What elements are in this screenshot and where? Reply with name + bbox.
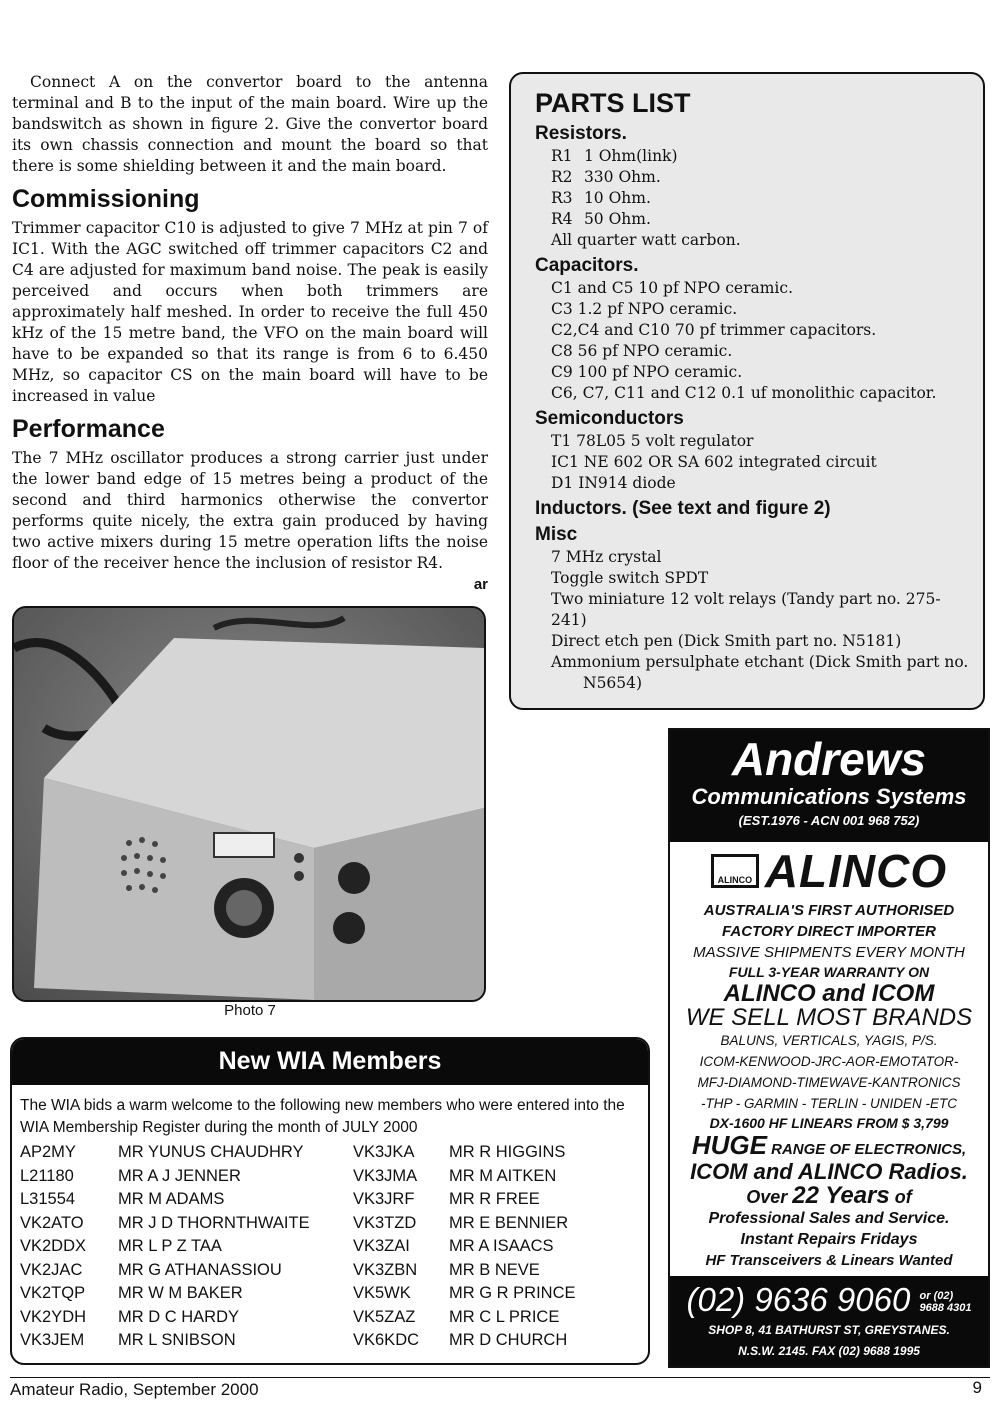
ad-huge-word: HUGE bbox=[691, 1130, 767, 1160]
misc-heading: Misc bbox=[535, 524, 578, 545]
table-row bbox=[20, 1259, 639, 1283]
part-desc: 50 Ohm. bbox=[583, 210, 651, 228]
parts-row: C9 100 pf NPO ceramic. bbox=[551, 363, 743, 381]
parts-list-box bbox=[509, 72, 985, 710]
ad-established: (EST.1976 - ACN 001 968 752) bbox=[738, 813, 920, 828]
ad-line: DX-1600 HF LINEARS FROM $ 3,799 bbox=[709, 1115, 949, 1131]
parts-row: Toggle switch SPDT bbox=[551, 569, 709, 587]
parts-row bbox=[535, 167, 971, 188]
semiconductors-heading: Semiconductors bbox=[535, 408, 684, 429]
resistors-note: All quarter watt carbon. bbox=[551, 231, 741, 249]
ad-line: ALINCO and ICOM bbox=[723, 980, 935, 1007]
ad-line: FULL 3-YEAR WARRANTY ON bbox=[728, 964, 930, 980]
page-number: 9 bbox=[972, 1378, 982, 1397]
wia-title: New WIA Members bbox=[12, 1039, 648, 1085]
ad-line: MFJ-DIAMOND-TIMEWAVE-KANTRONICS bbox=[697, 1075, 961, 1090]
inductors-heading: Inductors. (See text and figure 2) bbox=[535, 498, 831, 519]
member-name-cell: MR L SNIBSON bbox=[118, 1331, 236, 1350]
callsign-cell: VK2YDH bbox=[20, 1307, 87, 1326]
member-name-cell: MR D C HARDY bbox=[118, 1307, 240, 1326]
alinco-logo-word: ALINCO bbox=[764, 845, 948, 897]
ad-phone-alt-label: or (02) bbox=[919, 1290, 954, 1303]
ad-address-line: N.S.W. 2145. FAX (02) 9688 1995 bbox=[738, 1344, 920, 1358]
callsign-cell: VK2TQP bbox=[20, 1284, 86, 1303]
footer-rule bbox=[10, 1377, 990, 1378]
member-name-cell: MR W M BAKER bbox=[118, 1284, 243, 1303]
ad-line: ICOM-KENWOOD-JRC-AOR-EMOTATOR- bbox=[699, 1054, 959, 1069]
ad-address bbox=[670, 1320, 988, 1362]
table-row bbox=[20, 1235, 639, 1259]
parts-row: C6, C7, C11 and C12 0.1 uf monolithic capacitor. bbox=[551, 384, 937, 402]
part-code: R1 bbox=[551, 147, 573, 165]
parts-row: Two miniature 12 volt relays (Tandy part no. 275-241) bbox=[551, 590, 941, 629]
ad-line-part: 22 Years bbox=[792, 1182, 890, 1209]
member-name-cell: MR E BENNIER bbox=[449, 1213, 569, 1232]
ad-body bbox=[670, 842, 988, 1271]
parts-row: C3 1.2 pf NPO ceramic. bbox=[551, 300, 738, 318]
member-name-cell: MR J D THORNTHWAITE bbox=[118, 1213, 310, 1232]
part-desc: 10 Ohm. bbox=[583, 189, 651, 207]
callsign-cell: VK6KDC bbox=[353, 1331, 420, 1350]
member-name-cell: MR D CHURCH bbox=[449, 1331, 568, 1350]
ad-line: -THP - GARMIN - TERLIN - UNIDEN -ETC bbox=[701, 1096, 957, 1111]
callsign-cell: VK3TZD bbox=[353, 1213, 417, 1232]
parts-row: D1 IN914 diode bbox=[551, 474, 676, 492]
callsign-cell: VK5WK bbox=[353, 1284, 411, 1303]
member-name-cell: MR L P Z TAA bbox=[118, 1237, 222, 1256]
part-desc: 330 Ohm. bbox=[583, 168, 661, 186]
member-name-cell: MR C L PRICE bbox=[449, 1307, 560, 1326]
parts-row bbox=[535, 146, 971, 167]
performance-heading: Performance bbox=[12, 415, 165, 443]
member-name-cell: MR M ADAMS bbox=[118, 1190, 225, 1209]
member-name-cell: MR M AITKEN bbox=[449, 1166, 557, 1185]
wia-members-table bbox=[20, 1141, 639, 1353]
parts-row: N5654) bbox=[583, 674, 643, 692]
parts-list-title: PARTS LIST bbox=[535, 88, 691, 118]
ad-company-name: Andrews bbox=[731, 733, 927, 785]
ad-line: HF Transceivers & Linears Wanted bbox=[705, 1252, 953, 1269]
callsign-cell: L31554 bbox=[20, 1190, 76, 1209]
performance-paragraph: The 7 MHz oscillator produces a strong carrier just under the lower band edge of 15 metres being a product of the second and third harmonics otherwise the convertor performs quite nicely, the extra gain produced by having two active mixers during 15 metre operation lifts the noise floor of the receiver hence the inclusion of resistor R4. bbox=[12, 449, 488, 572]
ad-contact bbox=[670, 1276, 988, 1366]
member-name-cell: MR R HIGGINS bbox=[449, 1143, 566, 1162]
footer-publication: Amateur Radio, September 2000 bbox=[10, 1380, 259, 1399]
ad-address-line: SHOP 8, 41 BATHURST ST, GREYSTANES. bbox=[708, 1323, 950, 1337]
alinco-logo-icon: ALINCO bbox=[711, 854, 759, 888]
ad-line-part: Over bbox=[746, 1187, 793, 1207]
part-code: R4 bbox=[551, 210, 573, 228]
parts-row: 7 MHz crystal bbox=[551, 548, 662, 566]
member-name-cell: MR YUNUS CHAUDHRY bbox=[118, 1143, 304, 1162]
ad-line-part: of bbox=[889, 1187, 912, 1207]
ad-line: ICOM and ALINCO Radios. bbox=[690, 1159, 968, 1184]
commissioning-heading: Commissioning bbox=[12, 185, 200, 213]
parts-row: Ammonium persulphate etchant (Dick Smith part no. bbox=[551, 653, 969, 671]
parts-row: T1 78L05 5 volt regulator bbox=[551, 432, 754, 450]
ad-line: Instant Repairs Fridays bbox=[740, 1231, 918, 1248]
wia-members-body bbox=[20, 1141, 639, 1353]
ad-phone-alt-number: 9688 4301 bbox=[919, 1302, 972, 1315]
table-row bbox=[20, 1212, 639, 1236]
photo-7 bbox=[12, 606, 486, 1002]
callsign-cell: L21180 bbox=[20, 1166, 74, 1185]
new-wia-members-box bbox=[10, 1037, 650, 1365]
ad-line bbox=[676, 1130, 982, 1160]
table-row bbox=[20, 1282, 639, 1306]
part-code: R2 bbox=[551, 168, 573, 186]
andrews-advertisement bbox=[668, 728, 990, 1368]
part-code: R3 bbox=[551, 189, 573, 207]
ad-line: WE SELL MOST BRANDS bbox=[685, 1004, 973, 1031]
callsign-cell: VK2DDX bbox=[20, 1237, 87, 1256]
photo-caption: Photo 7 bbox=[224, 1002, 276, 1019]
table-row bbox=[20, 1306, 639, 1330]
ad-line-rest: RANGE OF ELECTRONICS, bbox=[766, 1141, 967, 1158]
ad-phone bbox=[670, 1276, 988, 1320]
ad-line: FACTORY DIRECT IMPORTER bbox=[722, 923, 936, 940]
table-row bbox=[20, 1165, 639, 1189]
alinco-logo bbox=[676, 845, 982, 897]
ad-header bbox=[670, 730, 988, 842]
member-name-cell: MR R FREE bbox=[449, 1190, 540, 1209]
callsign-cell: AP2MY bbox=[20, 1143, 76, 1162]
callsign-cell: VK3JMA bbox=[353, 1166, 418, 1185]
ad-line: MASSIVE SHIPMENTS EVERY MONTH bbox=[693, 944, 965, 961]
table-row bbox=[20, 1141, 639, 1165]
ad-line bbox=[676, 1184, 982, 1208]
parts-row: Direct etch pen (Dick Smith part no. N5181) bbox=[551, 632, 902, 650]
parts-row: IC1 NE 602 OR SA 602 integrated circuit bbox=[551, 453, 877, 471]
member-name-cell: MR B NEVE bbox=[449, 1260, 540, 1279]
callsign-cell: VK3JRF bbox=[353, 1190, 415, 1209]
intro-paragraph: Connect A on the convertor board to the antenna terminal and B to the input of the main board. Wire up the bandswitch as shown in figure 2. Give the convertor board its own chassis connection and mount the board so that there is some shielding between it and the main board. bbox=[12, 73, 488, 175]
ad-line: AUSTRALIA'S FIRST AUTHORISED bbox=[703, 902, 955, 919]
resistors-heading: Resistors. bbox=[535, 123, 627, 144]
commissioning-paragraph: Trimmer capacitor C10 is adjusted to give 7 MHz at pin 7 of IC1. With the AGC switched off trimmer capacitors C2 and C4 are adjusted for maximum band noise. The peak is easily perceived and occurs when both trimmers are approximately half meshed. In order to receive the full 450 kHz of the 15 metre band, the VFO on the main board will have to be expanded so that its range is from 6 to 6.450 MHz, so capacitor CS on the main board will have to be increased in value bbox=[12, 219, 488, 405]
callsign-cell: VK3JEM bbox=[20, 1331, 85, 1350]
table-row bbox=[20, 1188, 639, 1212]
parts-row bbox=[535, 209, 971, 230]
ad-line: BALUNS, VERTICALS, YAGIS, P/S. bbox=[720, 1033, 938, 1048]
callsign-cell: VK3ZBN bbox=[353, 1260, 418, 1279]
callsign-cell: VK3ZAI bbox=[353, 1237, 410, 1256]
article-column bbox=[12, 72, 488, 593]
part-desc: 1 Ohm(link) bbox=[583, 147, 678, 165]
capacitors-heading: Capacitors. bbox=[535, 255, 639, 276]
table-row bbox=[20, 1329, 639, 1353]
callsign-cell: VK2JAC bbox=[20, 1260, 83, 1279]
parts-row: C1 and C5 10 pf NPO ceramic. bbox=[551, 279, 793, 297]
parts-row bbox=[535, 188, 971, 209]
callsign-cell: VK5ZAZ bbox=[353, 1307, 416, 1326]
ad-line: Professional Sales and Service. bbox=[708, 1210, 950, 1227]
parts-row: C8 56 pf NPO ceramic. bbox=[551, 342, 733, 360]
receiver-photo-illustration bbox=[14, 608, 484, 1000]
wia-intro: The WIA bids a warm welcome to the following new members who were entered into the WIA Membership Register during the month of JULY 2000 bbox=[20, 1097, 625, 1136]
member-name-cell: MR A ISAACS bbox=[449, 1237, 554, 1256]
member-name-cell: MR G ATHANASSIOU bbox=[118, 1260, 282, 1279]
ad-phone-number: (02) 9636 9060 bbox=[686, 1281, 911, 1318]
ad-company-subtitle: Communications Systems bbox=[691, 784, 967, 809]
member-name-cell: MR A J JENNER bbox=[118, 1166, 241, 1185]
parts-row: C2,C4 and C10 70 pf trimmer capacitors. bbox=[551, 321, 877, 339]
callsign-cell: VK3JKA bbox=[353, 1143, 415, 1162]
member-name-cell: MR G R PRINCE bbox=[449, 1284, 576, 1303]
article-end-mark: ar bbox=[473, 576, 488, 593]
callsign-cell: VK2ATO bbox=[20, 1213, 84, 1232]
